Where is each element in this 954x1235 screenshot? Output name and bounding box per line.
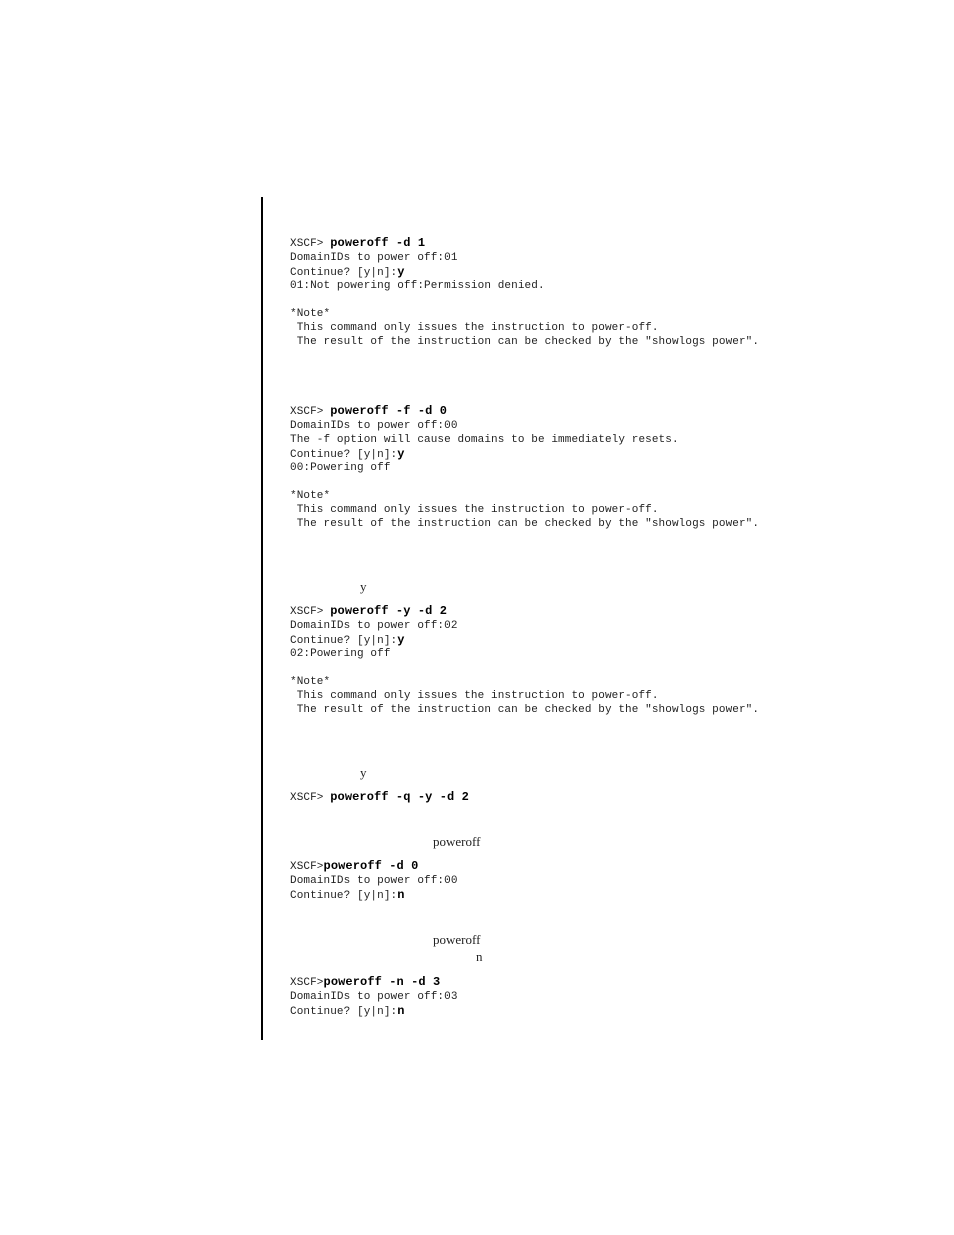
- prompt: XSCF>: [290, 977, 324, 989]
- continue-answer: n: [397, 1004, 405, 1018]
- output-line: DomainIDs to power off:03: [290, 991, 458, 1003]
- continue-line: [290, 1004, 405, 1019]
- prose-text: y: [360, 765, 367, 780]
- continue-prompt: Continue? [y|n]:: [290, 449, 398, 461]
- command: poweroff -y -d 2: [330, 604, 448, 618]
- note-title: *Note*: [290, 308, 331, 320]
- example4-command-line: [290, 790, 469, 805]
- prose-text: poweroff: [433, 932, 481, 947]
- continue-answer: n: [397, 888, 405, 902]
- note-line: The result of the instruction can be checked by the "showlogs power".: [290, 704, 760, 716]
- warning-line: The -f option will cause domains to be immediately resets.: [290, 434, 679, 446]
- continue-answer: y: [397, 633, 405, 647]
- prompt: XSCF>: [290, 406, 331, 418]
- continue-prompt: Continue? [y|n]:: [290, 267, 398, 279]
- continue-prompt: Continue? [y|n]:: [290, 890, 398, 902]
- output-line: DomainIDs to power off:00: [290, 875, 458, 887]
- command: poweroff -d 1: [330, 236, 426, 250]
- note-title: *Note*: [290, 490, 331, 502]
- prompt: XSCF>: [290, 238, 331, 250]
- continue-line: [290, 888, 405, 903]
- result-line: 02:Powering off: [290, 648, 391, 660]
- prompt: XSCF>: [290, 792, 331, 804]
- output-line: DomainIDs to power off:01: [290, 252, 458, 264]
- example5-command-line: [290, 859, 418, 874]
- example6-command-line: [290, 975, 440, 990]
- continue-line: [290, 265, 405, 280]
- change-bar: [261, 197, 263, 1040]
- note-line: This command only issues the instruction to power-off.: [290, 690, 659, 702]
- command: poweroff -f -d 0: [330, 404, 448, 418]
- example1-command-line: [290, 236, 425, 251]
- prose-text: y: [360, 579, 367, 594]
- note-title: *Note*: [290, 676, 331, 688]
- command: poweroff -q -y -d 2: [330, 790, 469, 804]
- continue-line: [290, 633, 405, 648]
- output-line: DomainIDs to power off:02: [290, 620, 458, 632]
- example3-command-line: [290, 604, 447, 619]
- result-line: 00:Powering off: [290, 462, 391, 474]
- note-line: This command only issues the instruction to power-off.: [290, 322, 659, 334]
- continue-answer: y: [397, 265, 405, 279]
- command: poweroff -d 0: [323, 859, 419, 873]
- note-line: The result of the instruction can be checked by the "showlogs power".: [290, 518, 760, 530]
- command: poweroff -n -d 3: [323, 975, 441, 989]
- prose-text: n: [476, 949, 483, 964]
- continue-line: [290, 447, 405, 462]
- note-line: This command only issues the instruction to power-off.: [290, 504, 659, 516]
- result-line: 01:Not powering off:Permission denied.: [290, 280, 545, 292]
- continue-prompt: Continue? [y|n]:: [290, 635, 398, 647]
- example2-command-line: [290, 404, 447, 419]
- output-line: DomainIDs to power off:00: [290, 420, 458, 432]
- continue-prompt: Continue? [y|n]:: [290, 1006, 398, 1018]
- prose-text: poweroff: [433, 834, 481, 849]
- prompt: XSCF>: [290, 606, 331, 618]
- note-line: The result of the instruction can be checked by the "showlogs power".: [290, 336, 760, 348]
- prompt: XSCF>: [290, 861, 324, 873]
- continue-answer: y: [397, 447, 405, 461]
